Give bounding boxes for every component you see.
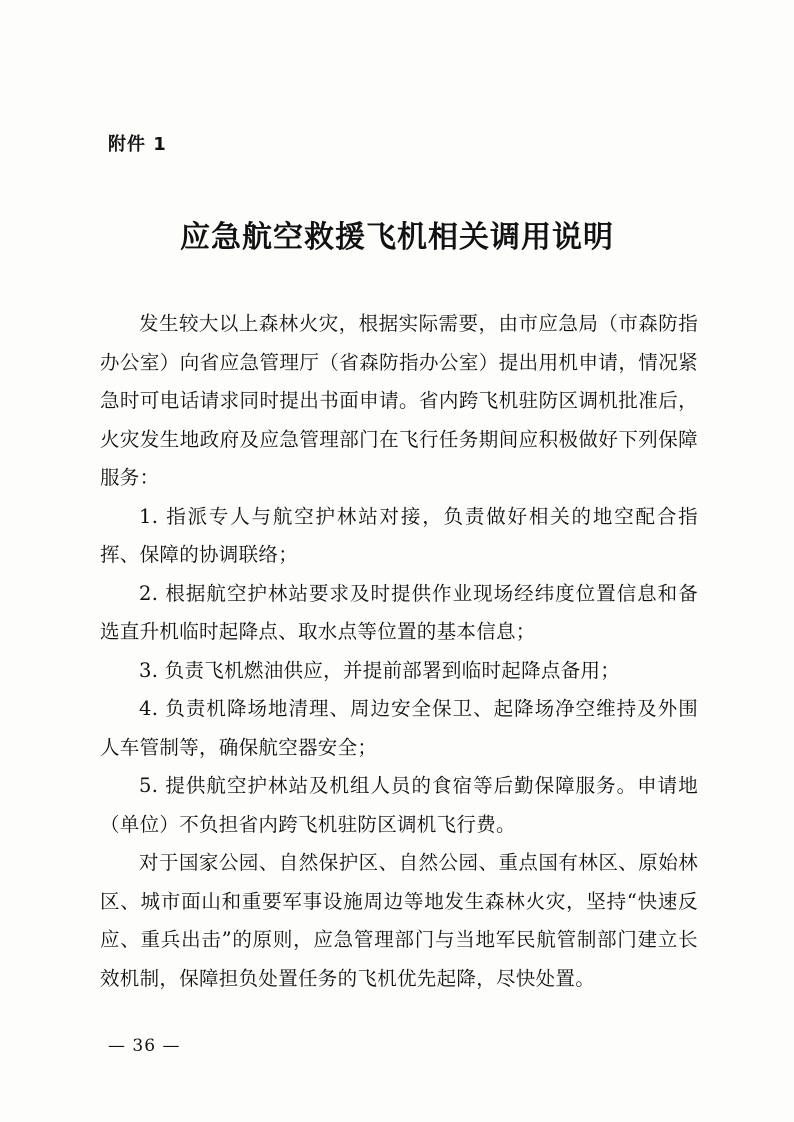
closing-paragraph: 对于国家公园、自然保护区、自然公园、重点国有林区、原始林区、城市面山和重要军事设施周边等地发生森林火灾，坚持“快速反应、重兵出击”的原则，应急管理部门与当地军民航管制部门建立长效机制，保障担负处置任务的飞机优先起降，尽快处置。: [100, 851, 698, 990]
list-item-1: 1. 指派专人与航空护林站对接，负责做好相关的地空配合指挥、保障的协调联络；: [100, 504, 698, 566]
page-number: — 36 —: [108, 1036, 181, 1056]
document-body: [100, 305, 698, 998]
list-item-5: 5. 提供航空护林站及机组人员的食宿等后勤保障服务。申请地（单位）不负担省内跨飞机驻防区调机飞行费。: [100, 774, 698, 836]
list-item-4: 4. 负责机降场地清理、周边安全保卫、起降场净空维持及外围人车管制等，确保航空器安全；: [100, 697, 698, 759]
intro-paragraph: 发生较大以上森林火灾，根据实际需要，由市应急局（市森防指办公室）向省应急管理厅（省森防指办公室）提出用机申请，情况紧急时可电话请求同时提出书面申请。省内跨飞机驻防区调机批准后，火灾发生地政府及应急管理部门在飞行任务期间应积极做好下列保障服务：: [100, 312, 698, 489]
list-item-2: 2. 根据航空护林站要求及时提供作业现场经纬度位置信息和备选直升机临时起降点、取水点等位置的基本信息；: [100, 581, 698, 643]
list-item-3: 3. 负责飞机燃油供应，并提前部署到临时起降点备用；: [139, 658, 621, 682]
document-title: 应急航空救援飞机相关调用说明: [180, 220, 614, 255]
attachment-label: 附件 1: [108, 134, 167, 155]
